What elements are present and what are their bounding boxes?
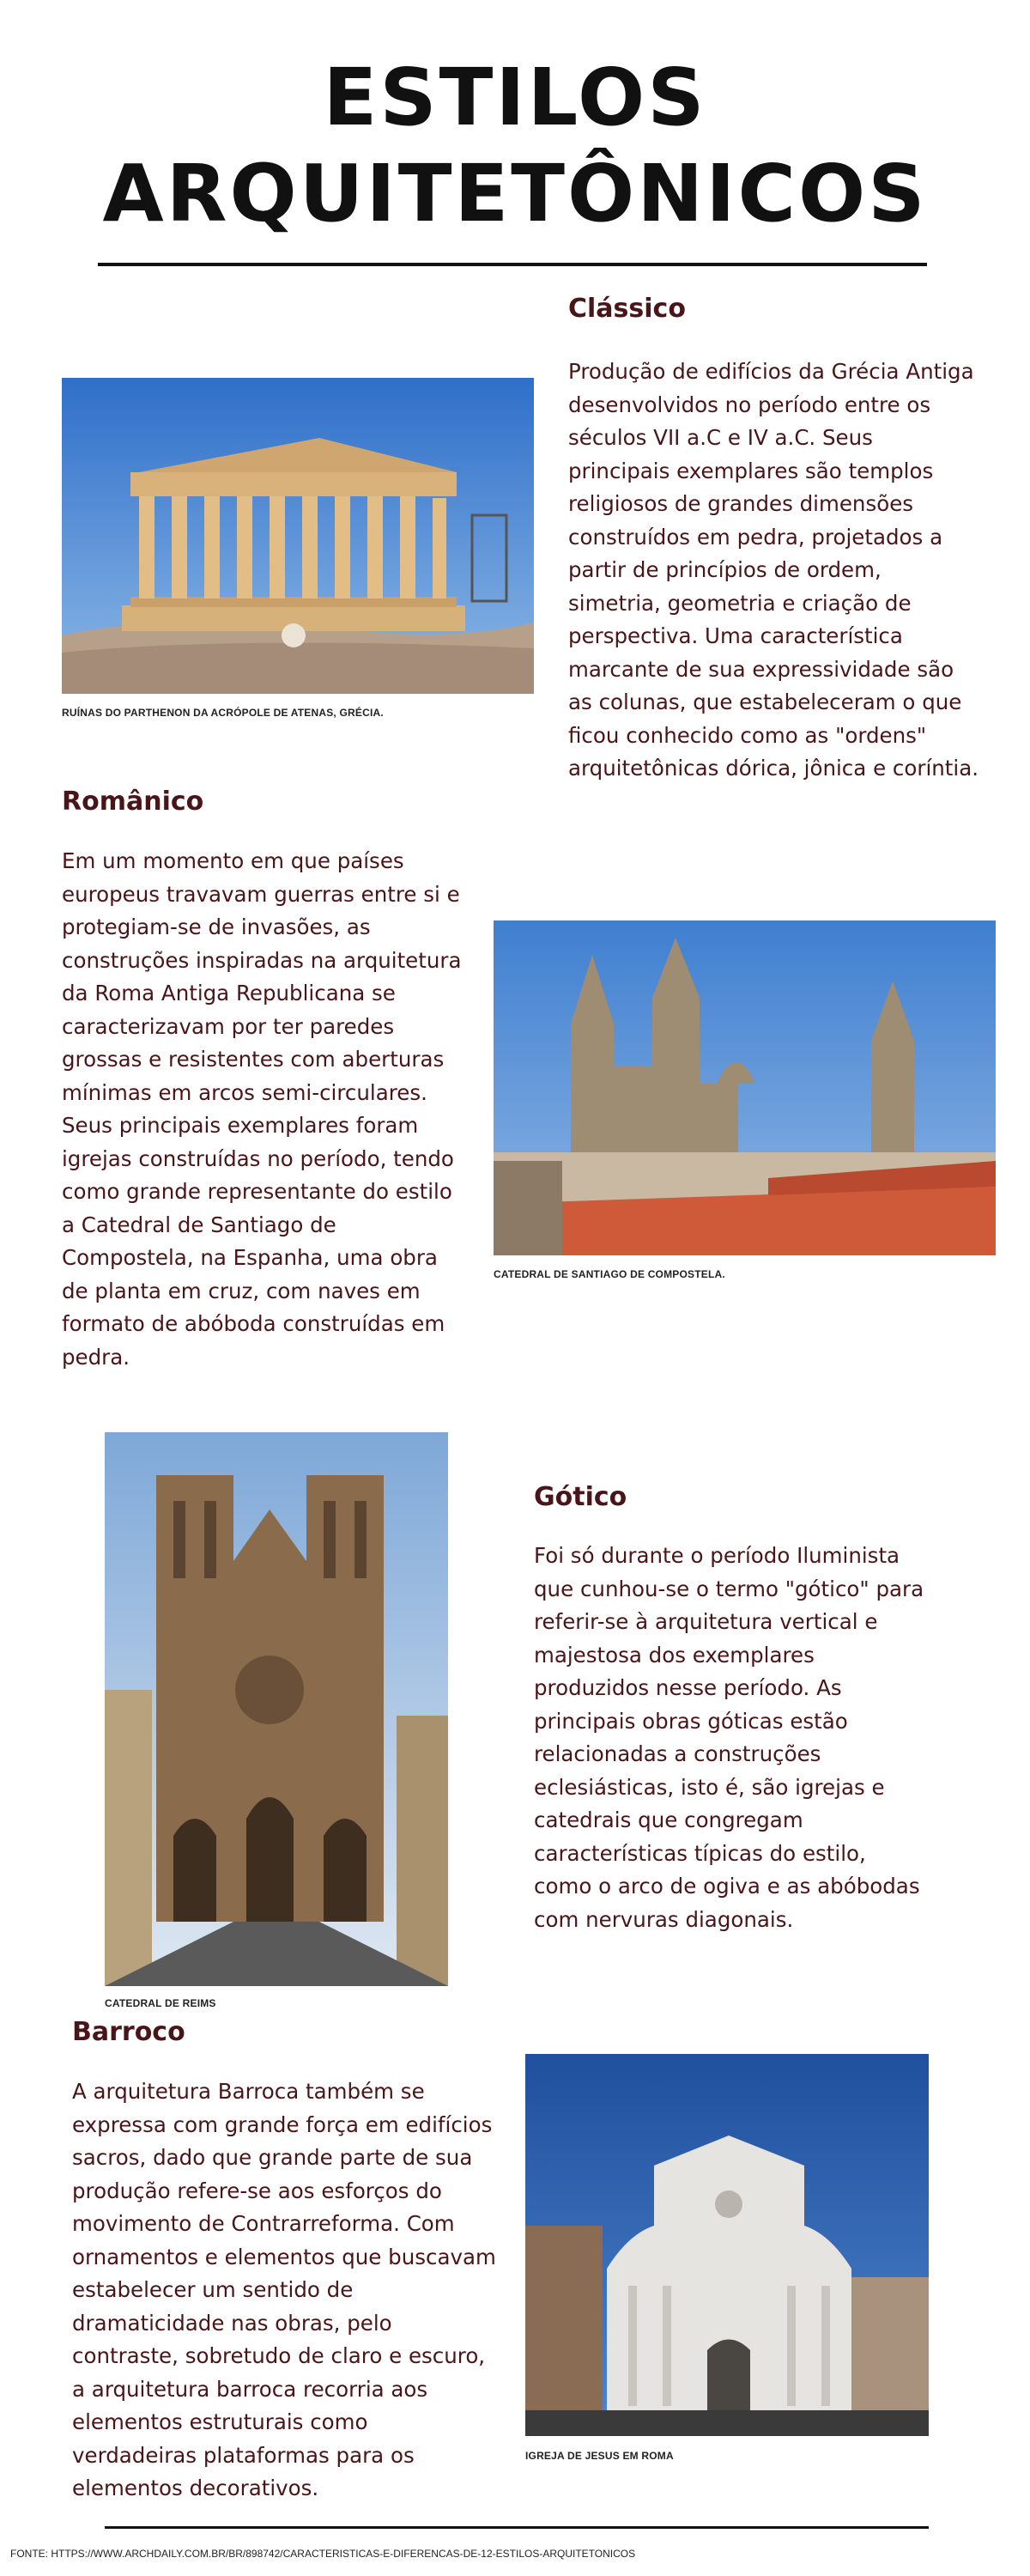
section-text-barroco: A arquitetura Barroca também se expressa com grande força em edifícios sacros, dado que grande parte de sua produção refere-se aos esforços do movimento de Contrarreforma. Com ornamentos e elementos que buscavam estabelecer um sentido de dramaticidade nas obras, pelo contraste, sobretudo de claro e escuro, a arquitetura barroca recorria aos elementos estruturais como verdadeiras plataformas para os elementos decorativos.	[72, 2079, 496, 2500]
caption-barroco: IGREJA DE JESUS EM ROMA	[525, 2450, 674, 2462]
caption-romanico: CATEDRAL DE SANTIAGO DE COMPOSTELA.	[494, 1268, 725, 1280]
santiago-cathedral-photo	[494, 920, 996, 1255]
section-heading-classico: Clássico	[568, 294, 686, 324]
section-text-gotico: Foi só durante o período Iluminista que cunhou-se o termo "gótico" para referir-se à arquitetura vertical e majestosa dos exemplares produzidos nesse período. As principais obras góticas estão relacionadas a construções eclesiásticas, isto é, são igrejas e catedrais que congregam características típicas do estilo, como o arco de ogiva e as abóbodas com nervuras diagonais.	[534, 1543, 924, 1932]
section-heading-romanico: Românico	[62, 787, 204, 817]
title-line-2: ARQUITETÔNICOS	[102, 148, 928, 240]
section-text-classico: Produção de edifícios da Grécia Antiga desenvolvidos no período entre os séculos VII a.C e IV a.C. Seus principais exemplares são templos religiosos de grandes dimensões construídos em pedra, projetados a partir de princípios de ordem, simetria, geometria e criação de perspectiva. Uma característica marcante de sua expressividade são as colunas, que estabeleceram o que ficou conhecido como as "ordens" arquitetônicas dórica, jônica e coríntia.	[568, 359, 979, 781]
title-line-1: ESTILOS	[323, 52, 707, 143]
title-divider	[98, 263, 927, 266]
caption-gotico: CATEDRAL DE REIMS	[105, 1997, 216, 2009]
section-heading-barroco: Barroco	[72, 2017, 185, 2047]
caption-classico: RUÍNAS DO PARTHENON DA ACRÓPOLE DE ATENAS, GRÉCIA.	[62, 707, 384, 719]
section-text-romanico: Em um momento em que países europeus travavam guerras entre si e protegiam-se de invasões, as construções inspiradas na arquitetura da Roma Antiga Republicana se caracterizavam por ter paredes grossas e resistentes com aberturas mínimas em arcos semi-circulares. Seus principais exemplares foram igrejas construídas no período, tendo como grande representante do estilo a Catedral de Santiago de Compostela, na Espanha, uma obra de planta em cruz, com naves em formato de abóboda construídas em pedra.	[62, 848, 462, 1370]
gesu-church-photo	[525, 2054, 929, 2436]
reims-cathedral-photo	[105, 1432, 448, 1986]
section-heading-gotico: Gótico	[534, 1482, 627, 1512]
source-footer: FONTE: HTTPS://WWW.ARCHDAILY.COM.BR/BR/898742/CARACTERISTICAS-E-DIFERENCAS-DE-12-ESTILOS-ARQUITETONICOS	[10, 2548, 636, 2560]
page-title	[0, 50, 1030, 242]
footer-divider	[105, 2526, 929, 2529]
parthenon-photo	[62, 378, 534, 694]
